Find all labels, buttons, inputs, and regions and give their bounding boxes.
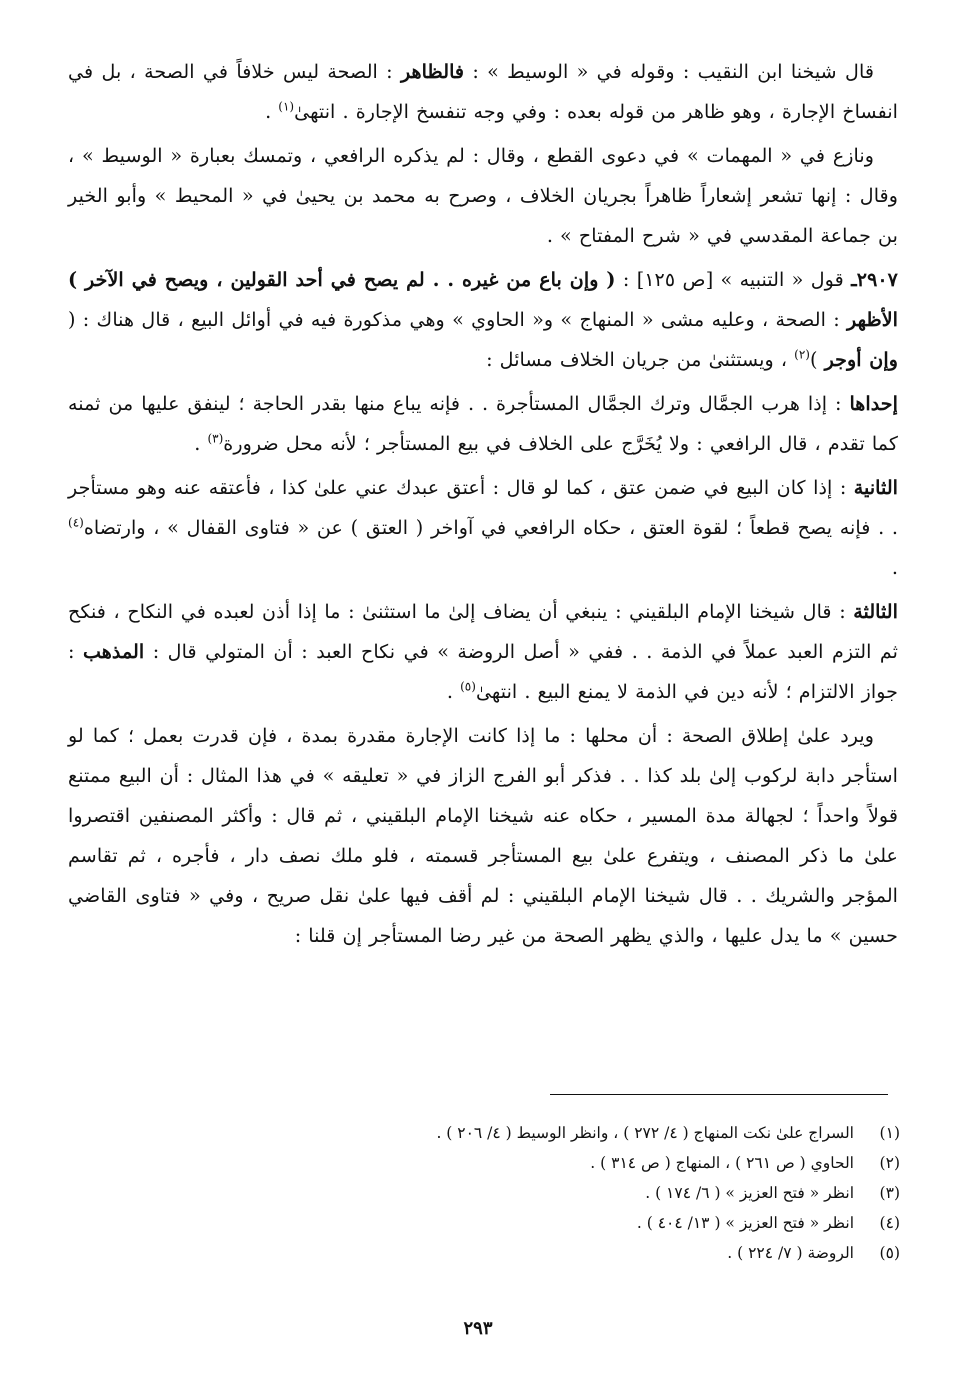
footnote-item [340, 1208, 900, 1238]
footnotes-section [340, 1118, 900, 1268]
bold-text-segment: المذهب [82, 640, 145, 663]
page-body [68, 52, 898, 960]
footnote-divider [550, 1094, 888, 1095]
text-segment: : إذا كان البيع في ضمن عتق ، كما لو قال : أعتق عبدك عني علىٰ كذا ، فأعتقه عنه وهو مستأجر . . فإنه يصح قطعاً ؛ لقوة العتق ، حكاه الرافعي في آواخر ( العتق ) عن « فتاوى القفال » ، وارتضاه [68, 476, 898, 539]
text-segment: ونازع في « المهمات » في دعوى القطع ، وقال : لم يذكره الرافعي ، وتمسك بعبارة « الوسيط » ، وقال : إنها تشعر إشعاراً ظاهراً بجريان الخلاف ، وصرح به محمد بن يحيىٰ في « المحيط » وأبو الخير بن جماعة المقدسي في « شرح المفتاح » . [68, 144, 898, 247]
bold-text-segment: الثالثة [853, 600, 898, 623]
paragraph [68, 716, 898, 956]
footnote-text: السراج علىٰ نكت المنهاج ( ٤/ ٢٧٢ ) ، وانظر الوسيط ( ٤/ ٢٠٦ ) . [436, 1124, 854, 1142]
text-segment: : الصحة ، وعليه مشى « المنهاج » و« الحاوي » وهي مذكورة فيه في أوائل البيع ، قال هناك : ( [68, 308, 848, 331]
paragraph [68, 468, 898, 588]
text-segment: . [265, 100, 279, 123]
bold-text-segment: فالظاهر [400, 60, 465, 83]
footnote-reference: (٤) [68, 515, 84, 530]
footnote-item [340, 1178, 900, 1208]
text-segment: ) [809, 348, 825, 371]
text-segment: ويرد علىٰ إطلاق الصحة : أن محلها : ما إذا كانت الإجارة مقدرة بمدة ، فإن قدرت بعمل ؛ كما لو استأجر دابة لركوب إلىٰ بلد كذا . . فذكر أبو الفرج الزاز في « تعليقه » في هذا المثال : أن البيع ممتنع قولاً واحداً ؛ لجهالة مدة المسير ، حكاه عنه شيخنا الإمام البلقيني ، ثم قال : وأكثر المصنفين اقتصروا علىٰ ما ذكر المصنف ، ويتفرع علىٰ بيع المستأجر قسمته ، فلو ملك نصف دار ، فأجره ، ثم تقاسم المؤجر والشريك . . قال شيخنا الإمام البلقيني : لم أقف فيها علىٰ نقل صريح ، وفي « فتاوى القاضي حسين » ما يدل عليها ، والذي يظهر الصحة من غير رضا المستأجر إن قلنا : [68, 724, 898, 947]
text-segment: : الصحة ليس خلافاً في الصحة ، بل في انفساخ الإجارة ، وهو ظاهر من قوله بعده : وفي وجه تنفسخ الإجارة . انتهىٰ [68, 60, 898, 123]
footnote-number: (٣) [879, 1184, 900, 1202]
footnote-reference: (٣) [207, 431, 224, 446]
footnote-number: (١) [879, 1124, 900, 1142]
footnote-item [340, 1238, 900, 1268]
footnote-number: (٥) [879, 1244, 900, 1262]
text-segment: . [446, 680, 461, 703]
text-segment: . [194, 432, 208, 455]
footnote-reference: (١) [278, 99, 295, 114]
footnote-text: الحاوي ( ص ٢٦١ ) ، المنهاج ( ص ٣١٤ ) . [590, 1154, 854, 1172]
paragraph [68, 52, 898, 132]
bold-text-segment: إحداها [849, 392, 898, 415]
footnote-reference: (٥) [460, 679, 476, 694]
footnote-item [340, 1118, 900, 1148]
text-segment: : إذا هرب الجمَّال وترك الجمَّال المستأجرة . . فإنه يباع منها بقدر الحاجة ؛ لينفق عليها من ثمنه كما تقدم ، قال الرافعي : ولا يُخَرَّج على الخلاف في بيع المستأجر ؛ لأنه محل ضرورة [68, 392, 898, 455]
text-segment: ، ويستثنىٰ من جريان الخلاف مسائل : [486, 348, 795, 371]
bold-text-segment: ( وإن باع من غيره . . لم يصح في أحد القولين ، ويصح في الآخر ) الأظهر [68, 268, 898, 331]
page-number: ٢٩٣ [463, 1318, 493, 1339]
text-segment: : قال شيخنا الإمام البلقيني : ينبغي أن يضاف إلىٰ ما استثنىٰ : ما إذا أذن لعبده في النكاح ، فنكح ثم التزم العبد عملاً في الذمة . . ففي « أصل الروضة » في نكاح العبد : أن المتولي قال : [68, 600, 898, 663]
footnote-number: (٢) [879, 1154, 900, 1172]
text-segment: : جواز الالتزام ؛ لأنه دين في الذمة لا يمنع البيع . انتهىٰ [68, 640, 898, 703]
bold-text-segment: الثانية [853, 476, 898, 499]
paragraph [68, 260, 898, 380]
footnote-number: (٤) [879, 1214, 900, 1232]
paragraph [68, 592, 898, 712]
footnote-text: الروضة ( ٧/ ٢٢٤ ) . [727, 1244, 854, 1262]
footnote-item [340, 1148, 900, 1178]
text-segment: قال شيخنا ابن النقيب : وقوله في « الوسيط » : [464, 60, 875, 83]
paragraph [68, 384, 898, 464]
bold-text-segment: وإن أوجر [824, 348, 898, 371]
footnote-reference: (٢) [794, 347, 810, 362]
text-segment: . [891, 556, 898, 579]
footnote-text: انظر « فتح العزيز » ( ١٣/ ٤٠٤ ) . [636, 1214, 854, 1232]
footnote-text: انظر « فتح العزيز » ( ٦/ ١٧٤ ) . [645, 1184, 854, 1202]
bold-text-segment: ٢٩٠٧ـ [851, 268, 898, 291]
paragraph [68, 136, 898, 256]
text-segment: قول « التنبيه » [ص ١٢٥] : [615, 268, 852, 291]
